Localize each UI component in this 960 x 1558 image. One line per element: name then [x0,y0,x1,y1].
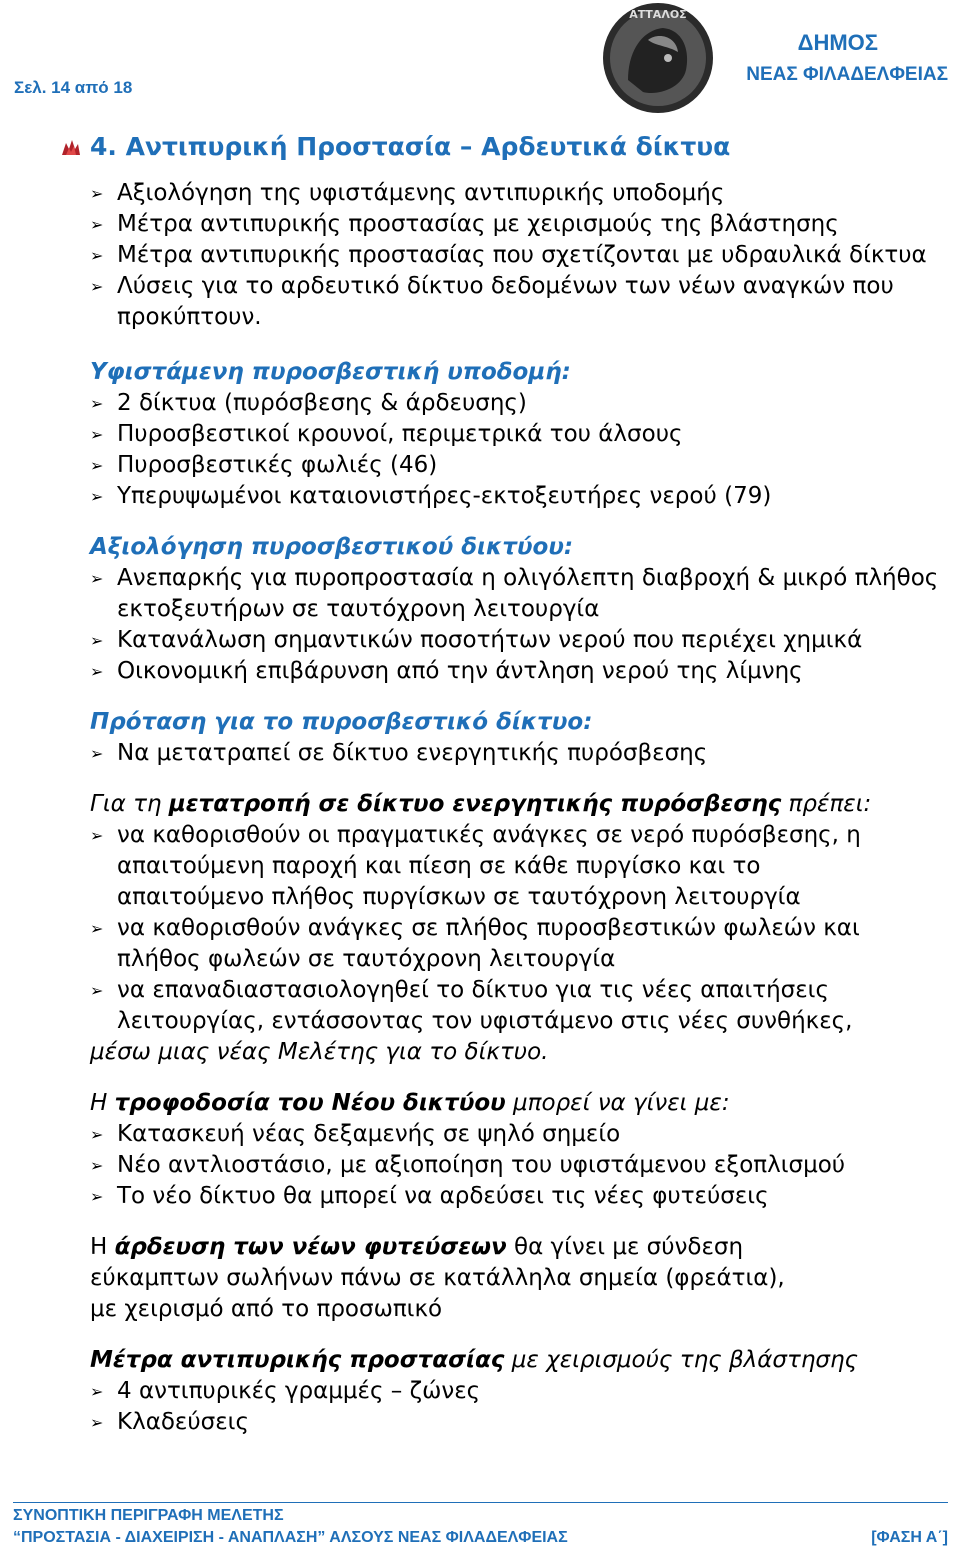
svg-text:ΑΤΤΑΛΟΣ: ΑΤΤΑΛΟΣ [629,8,687,21]
supply-bullet: ➢ Νέο αντλιοστάσιο, με αξιοποίηση του υφιστάμενου εξοπλισμού [90,1150,950,1181]
municipality-name [746,30,948,86]
measures-heading-rest: με χειρισμούς της βλάστησης [504,1347,859,1373]
existing-bullet: ➢ Υπερυψωμένοι καταιονιστήρες-εκτοξευτήρες νερού (79) [90,481,950,512]
page-footer [13,1502,948,1547]
proposal-bullet: ➢ Να μετατραπεί σε δίκτυο ενεργητικής πυρόσβεσης [90,738,950,769]
supply-bullet: ➢ Κατασκευή νέας δεξαμενής σε ψηλό σημείο [90,1119,950,1150]
conversion-bullet-2: ➢ να καθορισθούν ανάγκες σε πλήθος πυροσβεστικών φωλεών και [90,913,950,944]
footer-line-2 [13,1529,948,1547]
conversion-lead-pre: Για τη [90,791,169,817]
evaluation-bullet: ➢ Ανεπαρκής για πυροπροστασία η ολιγόλεπτη διαβροχή & μικρό πλήθος εκτοξευτήρων σε ταυτόχρονη λειτουργία [90,563,950,625]
intro-bullet: ➢ Μέτρα αντιπυρικής προστασίας με χειρισμούς της βλάστησης [90,209,950,240]
supply-lead [90,1088,950,1119]
conversion-lead-post: πρέπει: [781,791,872,817]
document-body [90,178,950,1438]
conversion-bullet-3-cont: λειτουργίας, εντάσσοντας τον υφιστάμενο στις νέες συνθήκες, [117,1008,853,1034]
irrigation-line-3: με χειρισμό από το προσωπικό [90,1296,443,1322]
measures-bullet: ➢ 4 αντιπυρικές γραμμές – ζώνες [90,1376,950,1407]
page-number: Σελ. 14 από 18 [14,78,133,97]
conversion-bullet-1-cont: απαιτούμενη παροχή και πίεση σε κάθε πυργίσκο και το [117,853,761,879]
proposal-heading: Πρόταση για το πυροσβεστικό δίκτυο: [90,709,593,735]
evaluation-bullet: ➢ Κατανάλωση σημαντικών ποσοτήτων νερού που περιέχει χημικά [90,625,950,656]
conversion-bullet-2-cont: πλήθος φωλεών σε ταυτόχρονη λειτουργία [117,946,616,972]
intro-bullet: ➢ Λύσεις για το αρδευτικό δίκτυο δεδομένων των νέων αναγκών που προκύπτουν. [90,271,950,333]
conversion-bullet-3: ➢ να επαναδιαστασιολογηθεί το δίκτυο για τις νέες απαιτήσεις [90,975,950,1006]
conversion-bullet-1 [90,820,950,851]
irrigation-bold: άρδευση των νέων φυτεύσεων [114,1234,507,1260]
supply-bullet: ➢ Το νέο δίκτυο θα μπορεί να αρδεύσει τις νέες φυτεύσεις [90,1181,950,1212]
evaluation-bullet: ➢ Οικονομική επιβάρυνση από την άντληση νερού της λίμνης [90,656,950,687]
supply-lead-bold: τροφοδοσία του Νέου δικτύου [114,1090,506,1116]
intro-bullet: ➢ Αξιολόγηση της υφιστάμενης αντιπυρικής υποδομής [90,178,950,209]
conversion-bullet-1-cont: απαιτούμενο πλήθος πυργίσκων σε ταυτόχρονη λειτουργία [117,884,801,910]
irrigation-line-2: εύκαμπτων σωλήνων πάνω σε κατάλληλα σημεία (φρεάτια), [90,1265,785,1291]
footer-phase: [ΦΑΣΗ Α΄] [871,1529,948,1546]
measures-bullet: ➢ Κλαδεύσεις [90,1407,950,1438]
irrigation-pre: Η [90,1234,115,1260]
existing-bullet: ➢ Πυροσβεστικοί κρουνοί, περιμετρικά του άλσους [90,419,950,450]
existing-bullet: ➢ Πυροσβεστικές φωλιές (46) [90,450,950,481]
municipality-coin-logo [598,0,718,116]
irrigation-line-1 [90,1232,950,1263]
municipality-line1: ΔΗΜΟΣ [797,30,878,55]
conversion-lead [90,789,950,820]
measures-heading [90,1345,950,1376]
conversion-closing: μέσω μιας νέας Μελέτης για το δίκτυο. [90,1039,549,1065]
conversion-lead-bold: μετατροπή σε δίκτυο ενεργητικής πυρόσβεσης [168,791,782,817]
evaluation-heading: Αξιολόγηση πυροσβεστικού δικτύου: [90,534,574,560]
fire-bullet-icon [60,137,82,157]
municipality-line2: ΝΕΑΣ ΦΙΛΑΔΕΛΦΕΙΑΣ [746,64,948,85]
footer-line-1: ΣΥΝΟΠΤΙΚΗ ΠΕΡΙΓΡΑΦΗ ΜΕΛΕΤΗΣ [13,1507,284,1524]
supply-lead-pre: Η [90,1090,115,1116]
line: να καθορισθούν οι πραγματικές ανάγκες σε νερό πυρόσβεσης, η [117,822,861,848]
supply-lead-post: μπορεί να γίνει με: [505,1090,730,1116]
section-title [60,132,730,161]
section-title-text: 4. Αντιπυρική Προστασία – Αρδευτικά δίκτυα [90,132,731,161]
measures-heading-bold: Μέτρα αντιπυρικής προστασίας [90,1347,505,1373]
existing-bullet: ➢ 2 δίκτυα (πυρόσβεσης & άρδευσης) [90,388,950,419]
footer-project-title: “ΠΡΟΣΤΑΣΙΑ - ΔΙΑΧΕΙΡΙΣΗ - ΑΝΑΠΛΑΣΗ” ΑΛΣΟΥΣ ΝΕΑΣ ΦΙΛΑΔΕΛΦΕΙΑΣ [13,1529,568,1546]
existing-heading: Υφιστάμενη πυροσβεστική υποδομή: [90,359,571,385]
intro-bullet: ➢ Μέτρα αντιπυρικής προστασίας που σχετίζονται με υδραυλικά δίκτυα [90,240,950,271]
irrigation-post: θα γίνει με σύνδεση [506,1234,744,1260]
